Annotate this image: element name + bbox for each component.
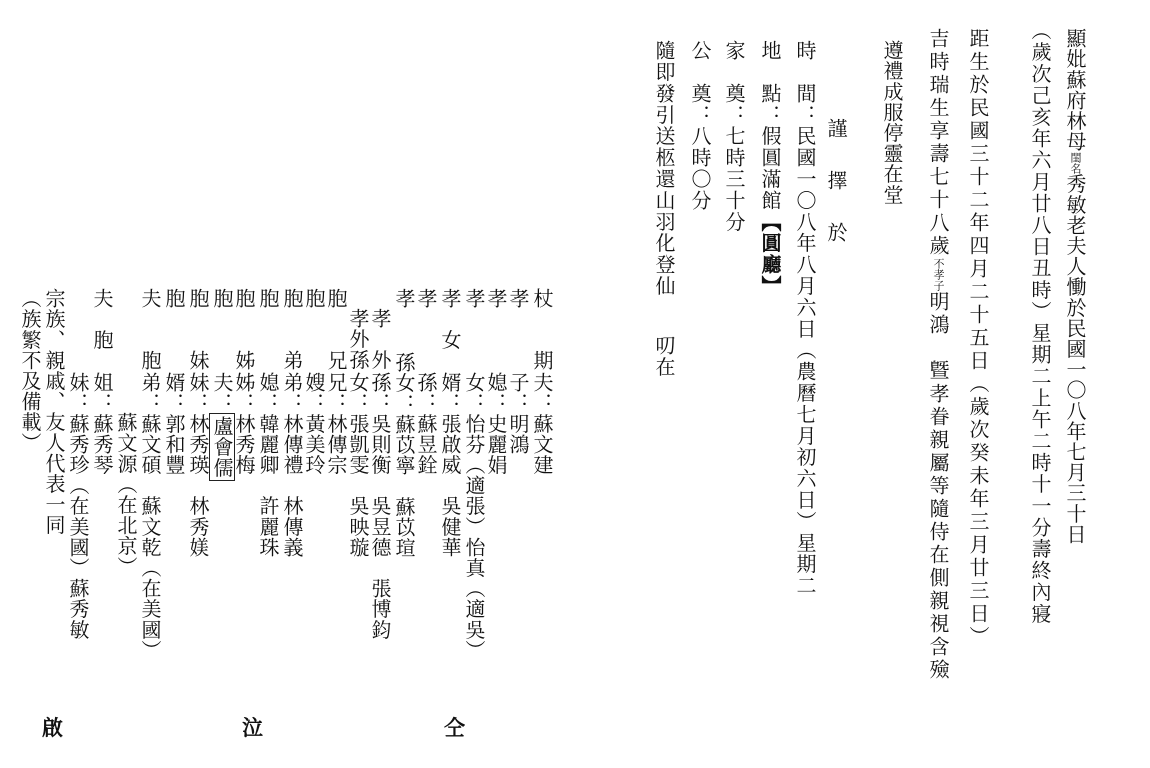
roster-row — [234, 372, 254, 475]
roster-row — [440, 288, 460, 350]
roster-row — [370, 372, 390, 640]
roster-row — [508, 288, 528, 309]
roster-names: 蘇秀琴 — [90, 413, 114, 476]
notice-line-1 — [1065, 28, 1085, 544]
notice-text: 秀敏老夫人慟於民國一〇八年七月三十日 — [1063, 173, 1087, 545]
roster-title: 孝外孫 — [346, 308, 370, 370]
small-note: 閨名 — [1069, 151, 1082, 174]
roster-title: 孝 — [414, 288, 438, 309]
roster-row — [188, 288, 208, 370]
roster-row — [188, 372, 208, 557]
notice-text: 地 點：假圓滿館 — [758, 40, 782, 212]
roster-relation: 媳： — [256, 372, 280, 414]
roster-relation: 孫： — [368, 372, 392, 414]
roster-row — [394, 288, 414, 309]
notice-line-6: 謹 擇 於 — [824, 118, 848, 248]
roster-row — [212, 372, 232, 481]
roster-row — [44, 288, 64, 535]
notice-text: 叨在 — [652, 334, 676, 378]
roster-row — [164, 288, 184, 309]
roster-relation: 妹： — [66, 372, 90, 414]
roster-title: 胞 — [210, 288, 234, 309]
small-note: 不孝子 — [932, 258, 945, 291]
roster-title: 孝 — [392, 288, 416, 309]
roster-row — [140, 372, 160, 660]
roster-title: （族繁不及備載） — [18, 288, 42, 453]
roster-title: 胞 兄 — [324, 288, 348, 371]
roster-row — [326, 288, 346, 370]
notice-line-5: 遵禮成服停靈在堂 — [880, 40, 904, 205]
roster-row — [416, 288, 436, 309]
notice-line-9: 家 奠：七時三十分 — [722, 40, 746, 233]
notice-line-3: 距生於民國三十二年四月二十五日（歲次癸未年三月廿三日） — [966, 28, 990, 649]
notice-line-11 — [654, 40, 674, 378]
notice-text: 隨即發引送柩還山羽化登仙 — [652, 40, 676, 297]
roster-relation: 孫： — [414, 372, 438, 414]
roster-title: 孝 女 — [438, 288, 462, 350]
notice-line-4 — [928, 28, 948, 682]
roster-relation: 婿： — [162, 372, 186, 414]
roster-relation: 姊： — [232, 372, 256, 414]
roster-row — [532, 288, 552, 370]
roster-names: 蘇昱銓 — [414, 413, 438, 476]
roster-row — [234, 288, 254, 370]
roster-names: 林傳禮 林傳義 — [280, 413, 304, 558]
roster-title: 胞 妹 — [186, 288, 210, 371]
roster-row — [92, 288, 112, 350]
roster-relation: 夫： — [530, 372, 554, 414]
roster-relation: 姐： — [90, 372, 114, 414]
roster-row — [304, 372, 324, 475]
roster-row — [258, 372, 278, 557]
roster-title: 夫 胞 — [138, 288, 162, 371]
roster-names: 林秀瑛 林秀媄 — [186, 413, 210, 558]
notice-line-8 — [760, 40, 780, 297]
roster-row — [348, 372, 368, 557]
roster-relation: 弟： — [138, 372, 162, 414]
boxed-name: 盧會儒 — [209, 413, 235, 481]
roster-names: 蘇文建 — [530, 413, 554, 476]
roster-title: 杖 期 — [530, 288, 554, 371]
roster-title: 胞 — [302, 288, 326, 309]
roster-names: 怡芬（適張）怡真（適吳） — [462, 413, 486, 661]
roster-row — [258, 288, 278, 309]
roster-row — [116, 412, 136, 577]
roster-title: 孝 外 — [368, 308, 392, 370]
roster-row — [394, 352, 414, 558]
roster-names: 蘇文碩 蘇文乾（在美國） — [138, 413, 162, 661]
roster-names: 林傳宗 — [324, 413, 348, 476]
roster-title: 孝 — [462, 288, 486, 309]
notice-line-7: 時 間：民國一〇八年八月六日（農曆七月初六日）星期二 — [793, 40, 817, 597]
roster-title: 孝 — [506, 288, 530, 309]
roster-relation: 妹： — [186, 372, 210, 414]
roster-row — [464, 288, 484, 309]
roster-row — [92, 372, 112, 475]
roster-row — [486, 288, 506, 309]
roster-row — [140, 288, 160, 370]
closing-mark-qi2: 泣 — [242, 716, 263, 740]
roster-row — [464, 372, 484, 660]
roster-row — [440, 372, 460, 557]
roster-names: 郭和豐 — [162, 413, 186, 476]
roster-names: 張凱雯 吳映璇 — [346, 413, 370, 558]
notice-text: 明鴻 曁孝眷親屬等隨侍在側親視含殮 — [926, 291, 950, 682]
roster-names: 蘇秀珍（在美國）蘇秀敏 — [66, 413, 90, 640]
roster-title: 胞 姊 — [232, 288, 256, 371]
roster-relation: 女： — [462, 372, 486, 414]
roster-relation: 媳： — [484, 372, 508, 414]
roster-row — [68, 372, 88, 640]
roster-row — [20, 288, 40, 453]
roster-names: 明鴻 — [506, 413, 530, 455]
roster-row — [370, 308, 390, 370]
roster-title: 孝 — [484, 288, 508, 309]
roster-relation: 婿： — [438, 372, 462, 414]
roster-row — [282, 288, 302, 370]
roster-names: 吳則衡 吳昱德 張博鈞 — [368, 413, 392, 640]
closing-mark-tong: 仝 — [444, 716, 465, 740]
notice-text: 吉時瑞生享壽七十八歲 — [926, 28, 950, 258]
roster-names: 蘇苡寧 蘇苡瑄 — [392, 413, 416, 559]
roster-row — [326, 372, 346, 475]
roster-relation: 女： — [346, 372, 370, 414]
roster-row — [304, 288, 324, 309]
roster-relation: 嫂： — [302, 372, 326, 414]
roster-names: 張啟威 吳健華 — [438, 413, 462, 558]
roster-row — [508, 372, 528, 454]
roster-title: 胞 弟 — [280, 288, 304, 371]
roster-names: 韓麗卿 許麗珠 — [256, 413, 280, 558]
roster-row — [416, 372, 436, 475]
roster-relation: 弟： — [280, 372, 304, 414]
notice-text: 顯妣蘇府林母 — [1063, 28, 1087, 152]
roster-title: 胞 — [162, 288, 186, 309]
notice-line-10: 公 奠：八時〇分 — [688, 40, 712, 212]
roster-row — [212, 288, 232, 309]
roster-relation: 孫女： — [392, 352, 416, 414]
roster-row — [486, 372, 506, 475]
roster-relation: 兄： — [324, 372, 348, 414]
roster-names: 黃美玲 — [302, 413, 326, 476]
roster-relation: 子： — [506, 372, 530, 414]
roster-title: 宗族、親戚、友人代表一同 — [42, 288, 66, 536]
roster-row — [282, 372, 302, 557]
roster-relation: 夫： — [210, 372, 234, 414]
roster-row — [164, 372, 184, 475]
roster-row — [348, 308, 368, 370]
notice-line-2: （歲次己亥年六月廿八日丑時）星期二上午二時十一分壽終內寢 — [1028, 20, 1052, 625]
roster-row — [532, 372, 552, 475]
roster-title: 夫 胞 — [90, 288, 114, 350]
roster-title: 胞 — [256, 288, 280, 309]
hall-name: 【圓廳】 — [758, 211, 782, 297]
closing-mark-qi: 啟 — [42, 716, 63, 740]
roster-names: 蘇文源（在北京） — [114, 412, 138, 577]
roster-names: 史麗娟 — [484, 413, 508, 476]
roster-names: 林秀梅 — [232, 413, 256, 476]
